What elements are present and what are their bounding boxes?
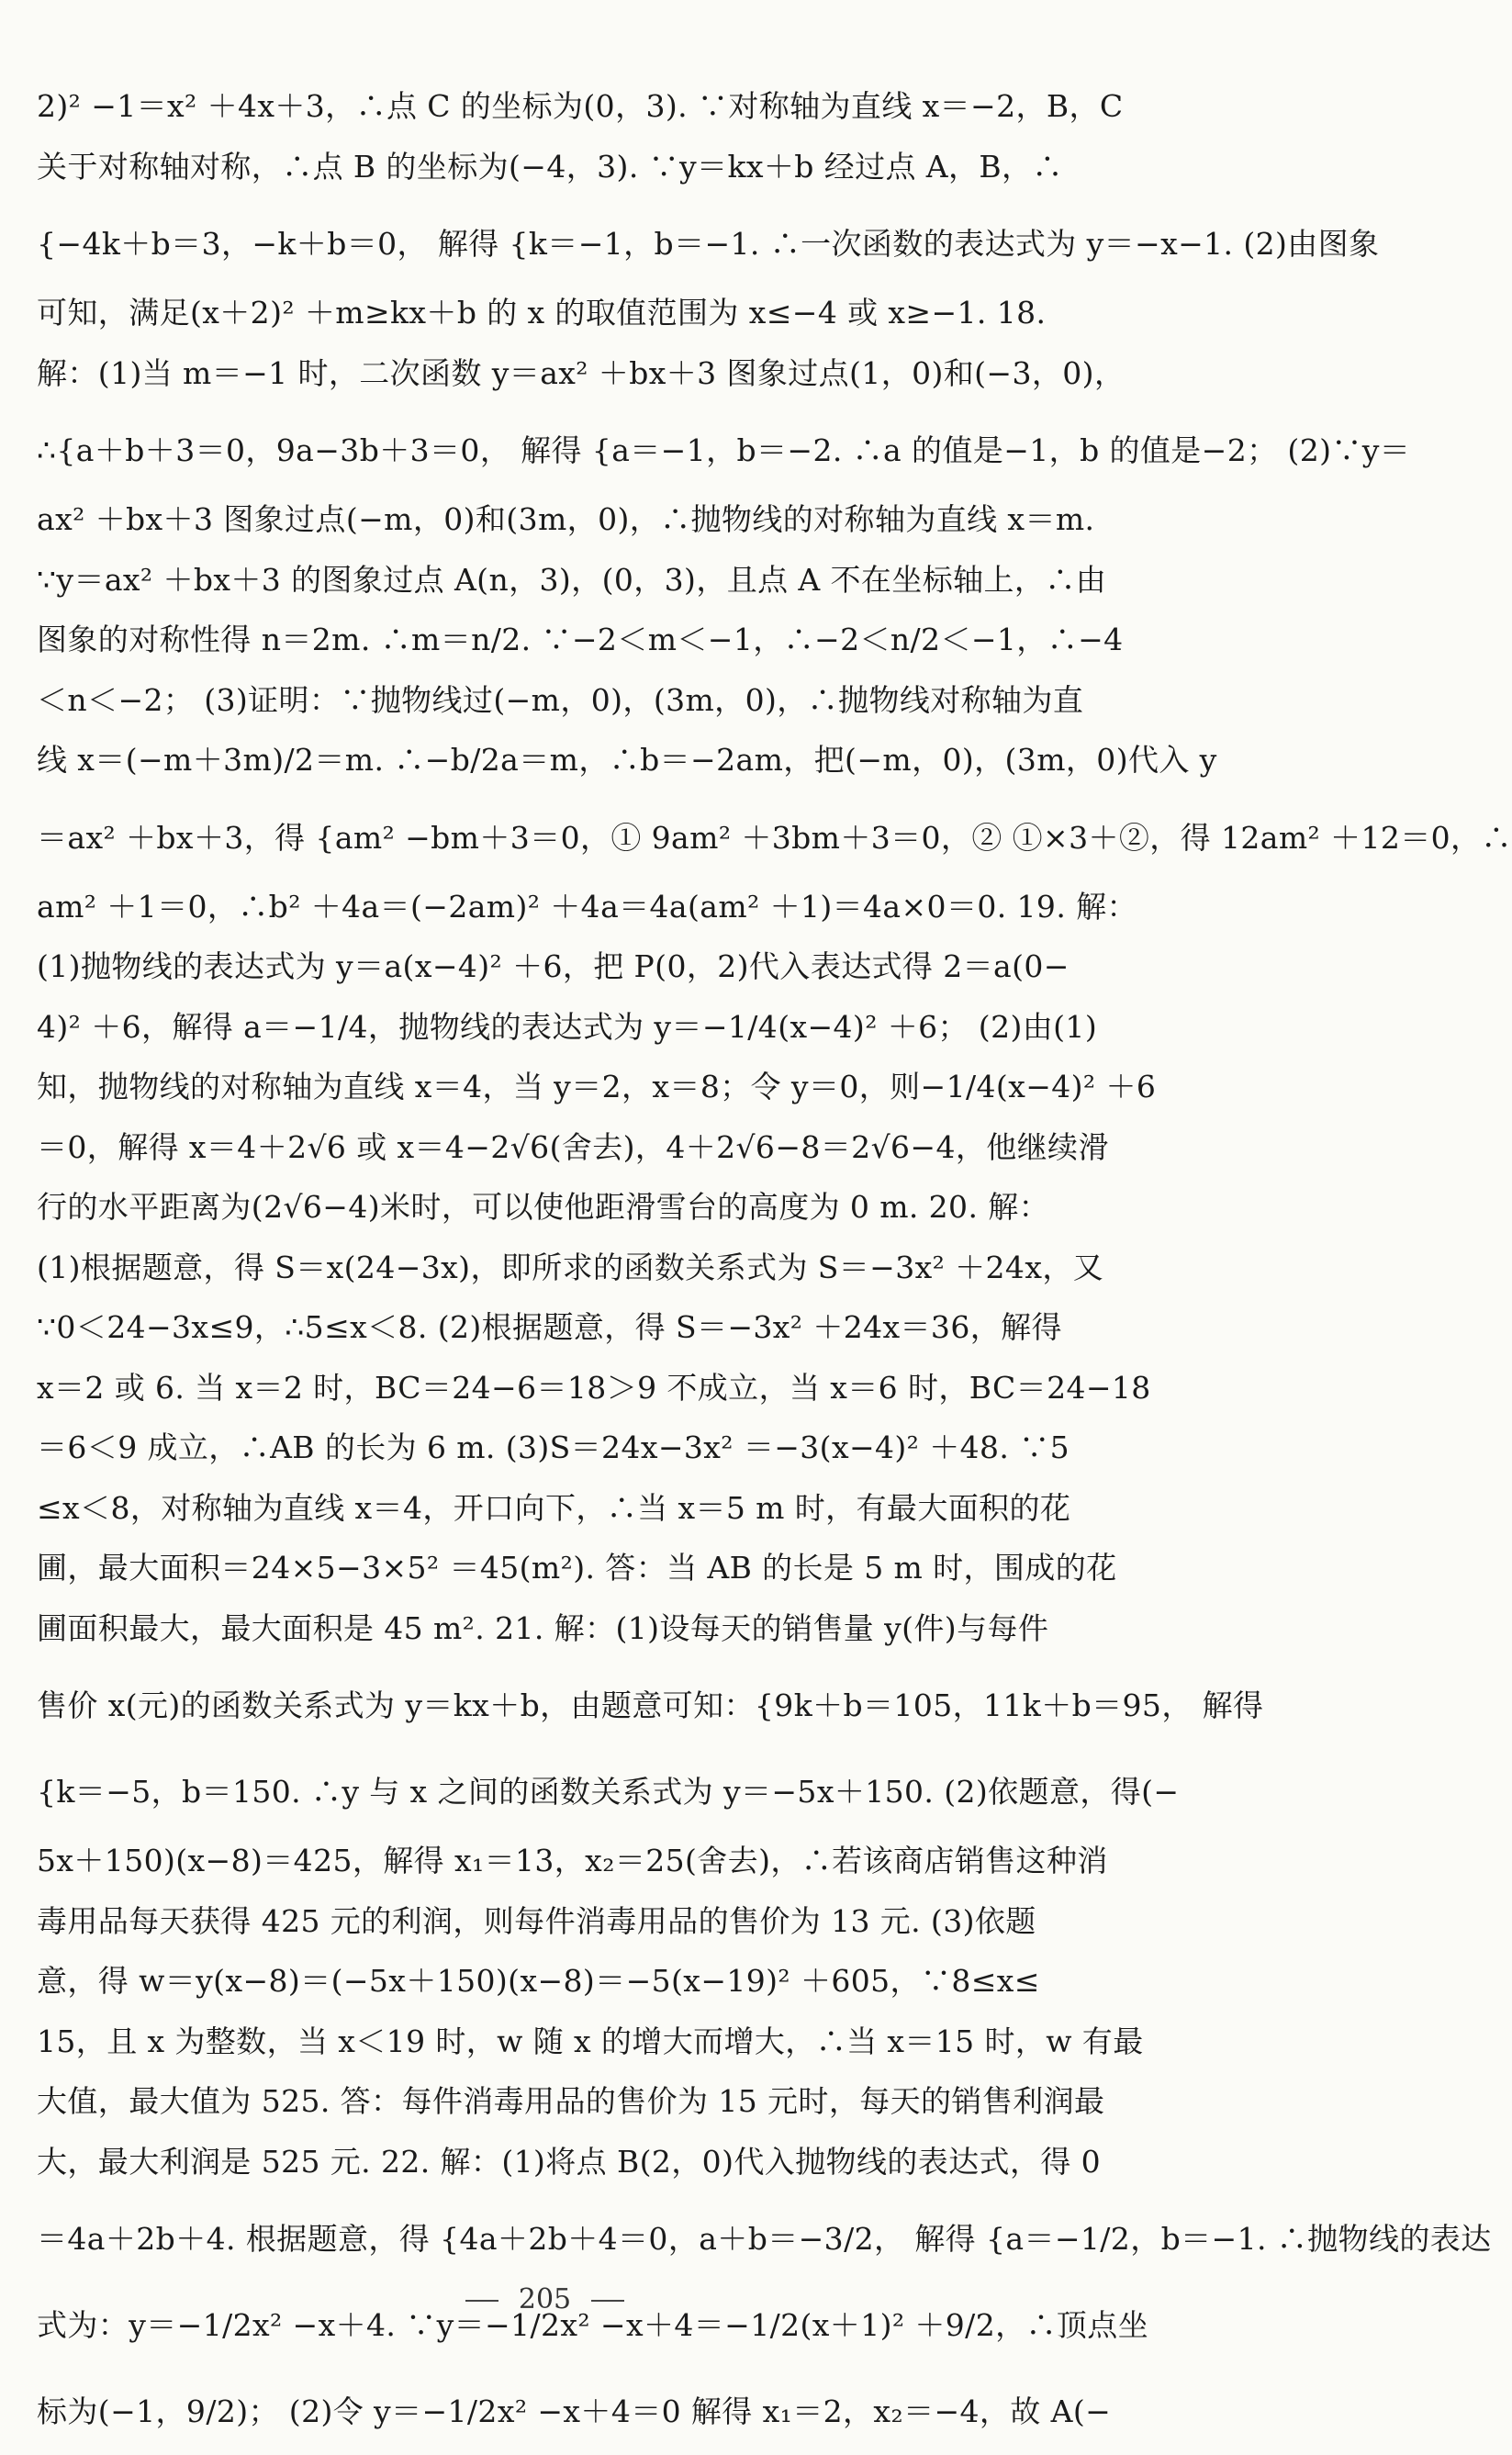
text-line: x＝2 或 6. 当 x＝2 时，BC＝24−6＝18＞9 不成立，当 x＝6 时，BC＝24−18: [37, 1369, 1151, 1406]
text-line: 15，且 x 为整数，当 x＜19 时，w 随 x 的增大而增大，∴当 x＝15 时，w 有最: [37, 2023, 1144, 2059]
text-line: {k＝−5，b＝150. ∴y 与 x 之间的函数关系式为 y＝−5x＋150. (2)依题意，得(−: [37, 1774, 1180, 1810]
text-line: 2)² −1＝x² ＋4x＋3，∴点 C 的坐标为(0，3). ∵对称轴为直线 x＝−2，B，C: [37, 88, 1124, 124]
text-line: 圃，最大面积＝24×5−3×5² ＝45(m²). 答：当 AB 的长是 5 m 时，围成的花: [37, 1550, 1117, 1586]
text-line: (1)抛物线的表达式为 y＝a(x−4)² ＋6，把 P(0，2)代入表达式得 2＝a(0−: [37, 948, 1070, 984]
text-line: ≤x＜8，对称轴为直线 x＝4，开口向下，∴当 x＝5 m 时，有最大面积的花: [37, 1489, 1071, 1526]
text-line: 5x＋150)(x−8)＝425，解得 x₁＝13，x₂＝25(舍去)，∴若该商店销售这种消: [37, 1843, 1108, 1878]
footer-dash-left: [465, 2300, 498, 2302]
text-line: 标为(−1，9/2)； (2)令 y＝−1/2x² −x＋4＝0 解得 x₁＝2，x₂＝−4，故 A(−: [37, 2393, 1112, 2429]
text-line: 毒用品每天获得 425 元的利润，则每件消毒用品的售价为 13 元. (3)依题: [37, 1902, 1036, 1939]
text-line: 大值，最大值为 525. 答：每件消毒用品的售价为 15 元时，每天的销售利润最: [37, 2083, 1105, 2119]
text-line: 售价 x(元)的函数关系式为 y＝kx＋b，由题意可知：{9k＋b＝105，11k＋b＝95， 解得: [37, 1687, 1264, 1723]
text-line: ＝ax² ＋bx＋3，得 {am² −bm＋3＝0，① 9am² ＋3bm＋3＝0，② ①×3＋②，得 12am² ＋12＝0，∴: [37, 819, 1512, 856]
page-number: 205: [518, 2283, 572, 2315]
text-line: 大，最大利润是 525 元. 22. 解：(1)将点 B(2，0)代入抛物线的表达式，得 0: [37, 2143, 1102, 2180]
text-line: am² ＋1＝0，∴b² ＋4a＝(−2am)² ＋4a＝4a(am² ＋1)＝4a×0＝0. 19. 解：: [37, 888, 1137, 925]
text-line: 行的水平距离为(2√6−4)米时，可以使他距滑雪台的高度为 0 m. 20. 解：: [37, 1189, 1050, 1225]
page-footer: [0, 2283, 1090, 2315]
text-line: ∵y＝ax² ＋bx＋3 的图象过点 A(n，3)，(0，3)，且点 A 不在坐标轴上，∴由: [37, 561, 1107, 598]
footer-dash-right: [591, 2300, 624, 2302]
text-line: ＜n＜−2； (3)证明：∵抛物线过(−m，0)，(3m，0)，∴抛物线对称轴为直: [37, 681, 1084, 718]
text-line: ＝6＜9 成立，∴AB 的长为 6 m. (3)S＝24x−3x² ＝−3(x−4)² ＋48. ∵5: [37, 1429, 1070, 1465]
text-line: 可知，满足(x＋2)² ＋m≥kx＋b 的 x 的取值范围为 x≤−4 或 x≥−1. 18.: [37, 295, 1047, 331]
text-line: 图象的对称性得 n＝2m. ∴m＝n/2. ∵−2＜m＜−1，∴−2＜n/2＜−1，∴−4: [37, 622, 1124, 657]
text-line: ∴{a＋b＋3＝0，9a−3b＋3＝0， 解得 {a＝−1，b＝−2. ∴a 的值是−1，b 的值是−2； (2)∵y＝: [37, 432, 1411, 468]
text-line: {−4k＋b＝3，−k＋b＝0， 解得 {k＝−1，b＝−1. ∴一次函数的表达式为 y＝−x−1. (2)由图象: [37, 226, 1380, 262]
text-line: 4)² ＋6，解得 a＝−1/4，抛物线的表达式为 y＝−1/4(x−4)² ＋6； (2)由(1): [37, 1008, 1098, 1045]
text-line: ＝0，解得 x＝4＋2√6 或 x＝4−2√6(舍去)，4＋2√6−8＝2√6−4，他继续滑: [37, 1128, 1109, 1165]
text-line: 关于对称轴对称，∴点 B 的坐标为(−4，3). ∵y＝kx＋b 经过点 A，B，∴: [37, 148, 1063, 185]
text-line: 意，得 w＝y(x−8)＝(−5x＋150)(x−8)＝−5(x−19)² ＋605，∵8≤x≤: [37, 1963, 1040, 1999]
text-line: 知，抛物线的对称轴为直线 x＝4，当 y＝2，x＝8；令 y＝0，则−1/4(x−4)² ＋6: [37, 1069, 1157, 1104]
text-line: 式为：y＝−1/2x² −x＋4. ∵y＝−1/2x² −x＋4＝−1/2(x＋1)² ＋9/2，∴顶点坐: [37, 2307, 1149, 2343]
text-line: (1)根据题意，得 S＝x(24−3x)，即所求的函数关系式为 S＝−3x² ＋24x，又: [37, 1249, 1104, 1285]
text-line: ∵0＜24−3x≤9，∴5≤x＜8. (2)根据题意，得 S＝−3x² ＋24x＝36，解得: [37, 1309, 1062, 1345]
text-line: 解：(1)当 m＝−1 时，二次函数 y＝ax² ＋bx＋3 图象过点(1，0)和(−3，0)，: [37, 354, 1126, 391]
text-line: 圃面积最大，最大面积是 45 m². 21. 解：(1)设每天的销售量 y(件)与每件: [37, 1609, 1049, 1646]
text-line: ax² ＋bx＋3 图象过点(−m，0)和(3m，0)，∴抛物线的对称轴为直线 x＝m.: [37, 501, 1095, 537]
text-line: 线 x＝(−m＋3m)/2＝m. ∴−b/2a＝m，∴b＝−2am，把(−m，0)，(3m，0)代入 y: [37, 742, 1217, 778]
text-line: ＝4a＋2b＋4. 根据题意，得 {4a＋2b＋4＝0，a＋b＝−3/2， 解得 {a＝−1/2，b＝−1. ∴抛物线的表达: [37, 2221, 1492, 2257]
